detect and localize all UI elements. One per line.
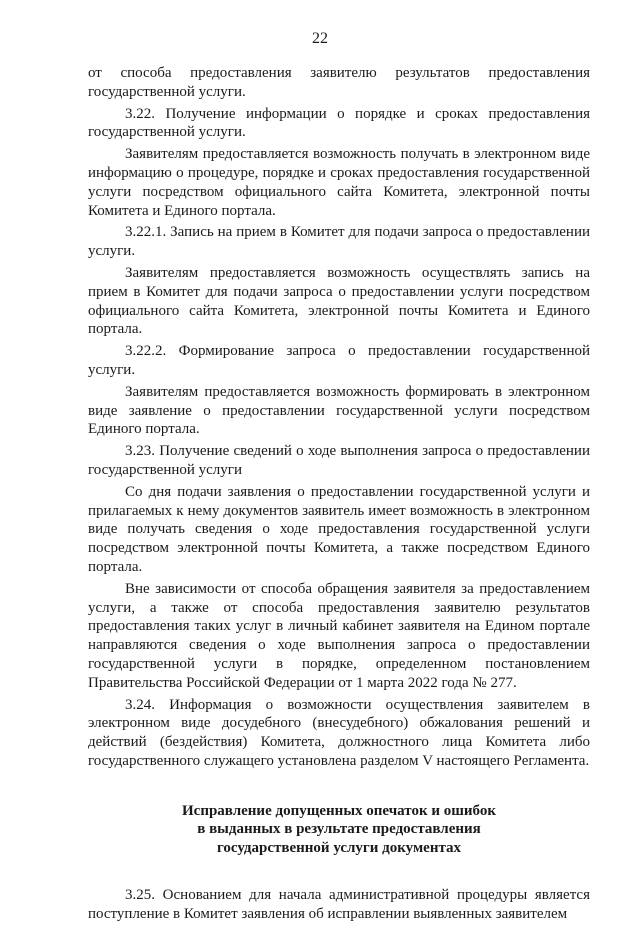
paragraph-3-22-2-text: Заявителям предоставляется возможность формировать в электронном виде заявление о предоставлении государственной услуги посредством Единого портала. (88, 383, 590, 438)
paragraph-3-22-1: 3.22.1. Запись на прием в Комитет для подачи запроса о предоставлении услуги. (88, 224, 590, 260)
paragraph-3-22-text: Заявителям предоставляется возможность получать в электронном виде информацию о процедуре, порядке и сроках предоставления государственной услуги посредством официального сайта Комитета, электронной почты Комитета и Единого портала. (88, 146, 590, 219)
section-heading-line-2: в выданных в результате предоставления (197, 821, 481, 838)
paragraph-3-22-1-text: Заявителям предоставляется возможность осуществлять запись на прием в Комитет для подачи запроса о предоставлении услуги посредством официального сайта Комитета, электронной почты Комитета и Единого портала. (88, 264, 590, 338)
section-heading-line-3: государственной услуги документах (216, 840, 462, 857)
page-number: 22 (312, 30, 328, 47)
document-body (88, 64, 590, 927)
paragraph-3-24: 3.24. Информация о возможности осуществления заявителем в электронном виде досудебного (внесудебного) обжалования решений и действий (бездействия) Комитета, должностного лица Комитета либо государственного служащего установлена разделом V настоящего Регламента. (88, 696, 590, 769)
paragraph-3-22: 3.22. Получение информации о порядке и сроках предоставления государственной услуги. (88, 105, 590, 141)
paragraph-3-22-2: 3.22.2. Формирование запроса о предоставлении государственной услуги. (88, 343, 590, 378)
section-heading-line-1: Исправление допущенных опечаток и ошибок (182, 802, 496, 819)
paragraph-3-23-text-2: Вне зависимости от способа обращения заявителя за предоставлением услуги, а также от способа предоставления заявителю результатов предоставления таких услуг в личный кабинет заявителя на Едином портале направляются сведения о ходе выполнения запроса о предоставлении государственной услуги в порядке, определенном постановлением Правительства Российской Федерации от 1 марта 2022 года № 277. (88, 580, 590, 691)
paragraph-3-25: 3.25. Основанием для начала административной процедуры является поступление в Комитет заявления об исправлении выявленных заявителем (88, 887, 590, 922)
paragraph-continuation: от способа предоставления заявителю результатов предоставления государственной услуги. (88, 65, 590, 100)
section-heading (88, 802, 590, 858)
paragraph-3-23: 3.23. Получение сведений о ходе выполнения запроса о предоставлении государственной услуги (88, 443, 590, 478)
paragraph-3-23-text: Со дня подачи заявления о предоставлении государственной услуги и прилагаемых к нему документов заявитель имеет возможность в электронном виде получать сведения о ходе предоставления государственной услуги посредством электронной почты Комитета, а также посредством Единого портала. (88, 483, 590, 575)
